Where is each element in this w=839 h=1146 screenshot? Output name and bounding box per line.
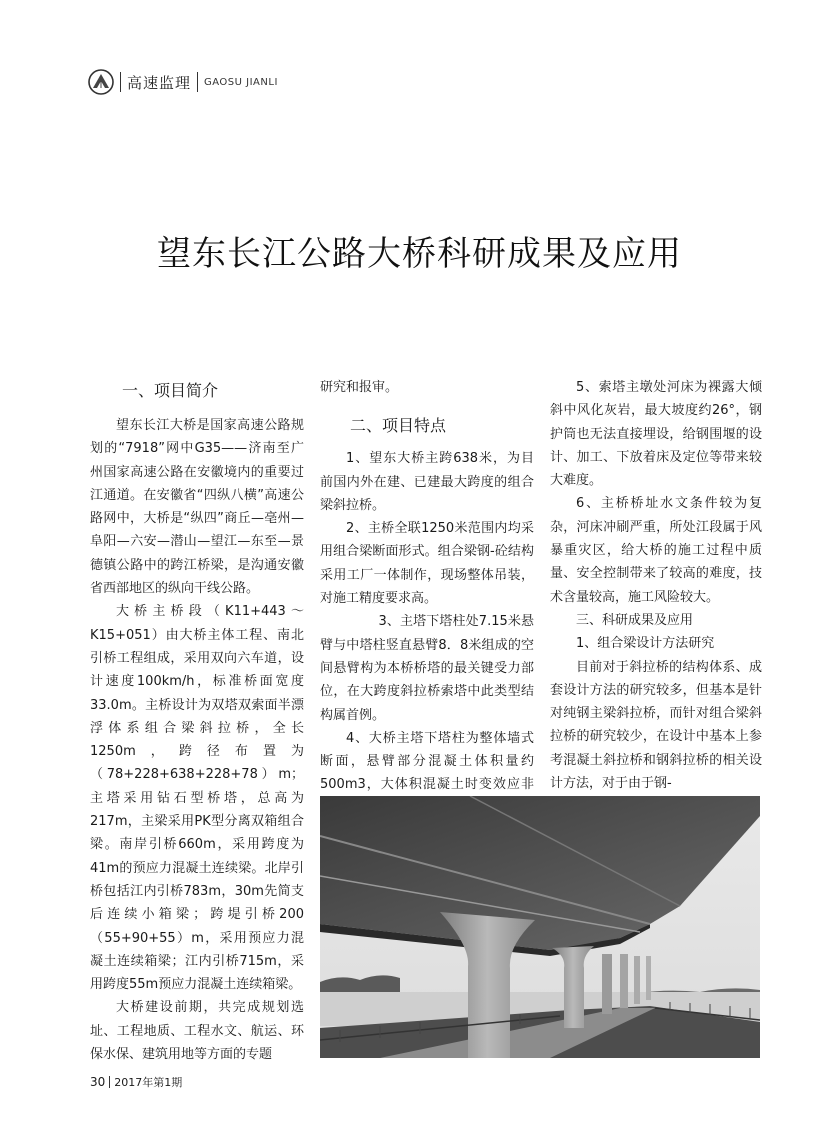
subsection-heading: 1、组合梁设计方法研究 xyxy=(576,636,715,652)
paragraph: 6、主桥桥址水文条件较为复杂，河床冲刷严重，所处江段属于风暴重灾区，给大桥的施工过程中质量、安全控制带来了较高的难度，技术含量较高，施工风险较大。 xyxy=(550,496,762,605)
issue-label: 2017年第1期 xyxy=(114,1076,183,1089)
header-divider xyxy=(120,72,121,92)
text-column-1 xyxy=(90,376,304,1066)
paragraph-continuation: 研究和报审。 xyxy=(320,380,399,395)
section-heading-research: 三、科研成果及应用 xyxy=(576,612,694,628)
paragraph: 目前对于斜拉桥的结构体系、成套设计方法的研究较多，但基本是针对纯钢主梁斜拉桥，而针对组合梁斜拉桥的研究较少，在设计中基本上参考混凝土斜拉桥和钢斜拉桥的相关设计方法，对于由于钢- xyxy=(550,659,762,792)
header-divider xyxy=(197,72,198,92)
text-column-2 xyxy=(320,376,534,820)
journal-name-en: GAOSU JIANLI xyxy=(204,76,278,88)
paragraph: 望东长江大桥是国家高速公路规划的“7918”网中G35——济南至广州国家高速公路在安徽境内的重要过江通道。在安徽省“四纵八横”高速公路网中，大桥是“纵四”商丘—亳州—阜阳—六安—潜山—望江—东至—景德镇公路中的跨江桥梁，是沟通安徽省西部地区的纵向干线公路。 xyxy=(90,418,304,597)
page-number: 30 xyxy=(90,1075,106,1089)
paragraph: 4、大桥主塔下塔柱为整体墙式断面，悬臂部分混凝土体积量约500m3，大体积混凝土时变效应非 xyxy=(320,730,534,793)
text-column-3 xyxy=(550,376,762,795)
journal-name: 高速监理 xyxy=(127,73,192,92)
section-heading-features: 二、项目特点 xyxy=(350,416,447,436)
article-title: 望东长江公路大桥科研成果及应用 xyxy=(157,234,682,274)
bridge-photo xyxy=(320,796,760,1058)
paragraph: 5、索塔主墩处河床为裸露大倾斜中风化灰岩，最大坡度约26°，钢护筒也无法直接埋设，给钢围堰的设计、加工、下放着床及定位等带来较大难度。 xyxy=(550,380,762,489)
paragraph: 2、主桥全联1250米范围内均采用组合梁断面形式。组合梁钢-砼结构采用工厂一体制作，现场整体吊装，对施工精度要求高。 xyxy=(320,521,534,607)
page-footer xyxy=(90,1074,182,1090)
paragraph: 大桥主桥段（K11+443～K15+051）由大桥主体工程、南北引桥工程组成，采用双向六车道，设计速度100km/h，标准桥面宽度33.0m。主桥设计为双塔双索面半漂浮体系组合梁斜拉桥，全长1250m，跨径布置为（78+228+638+228+78）m；主塔采用钻石型桥塔，总高为217m，主梁采用PK型分离双箱组合梁。南岸引桥660m，采用跨度为41m的预应力混凝土连续梁。北岸引桥包括江内引桥783m，30m先简支后连续小箱梁；跨堤引桥200（55+90+55）m，采用预应力混凝土连续箱梁；江内引桥715m，采用跨度55m预应力混凝土连续箱梁。 xyxy=(90,604,304,993)
section-heading-intro: 一、项目简介 xyxy=(122,381,219,400)
journal-header xyxy=(88,66,278,98)
footer-divider xyxy=(109,1076,110,1088)
paragraph: 大桥建设前期，共完成规划选址、工程地质、工程水文、航运、环保水保、建筑用地等方面的专题 xyxy=(90,1000,304,1063)
paragraph: 1、望东大桥主跨638米，为目前国内外在建、已建最大跨度的组合梁斜拉桥。 xyxy=(320,451,534,513)
journal-logo-icon xyxy=(88,69,114,95)
paragraph: 3、主塔下塔柱处7.15米悬臂与中塔柱竖直悬臂8．8米组成的空间悬臂构为本桥桥塔的最关键受力部位，在大跨度斜拉桥索塔中此类型结构属首例。 xyxy=(320,614,534,723)
